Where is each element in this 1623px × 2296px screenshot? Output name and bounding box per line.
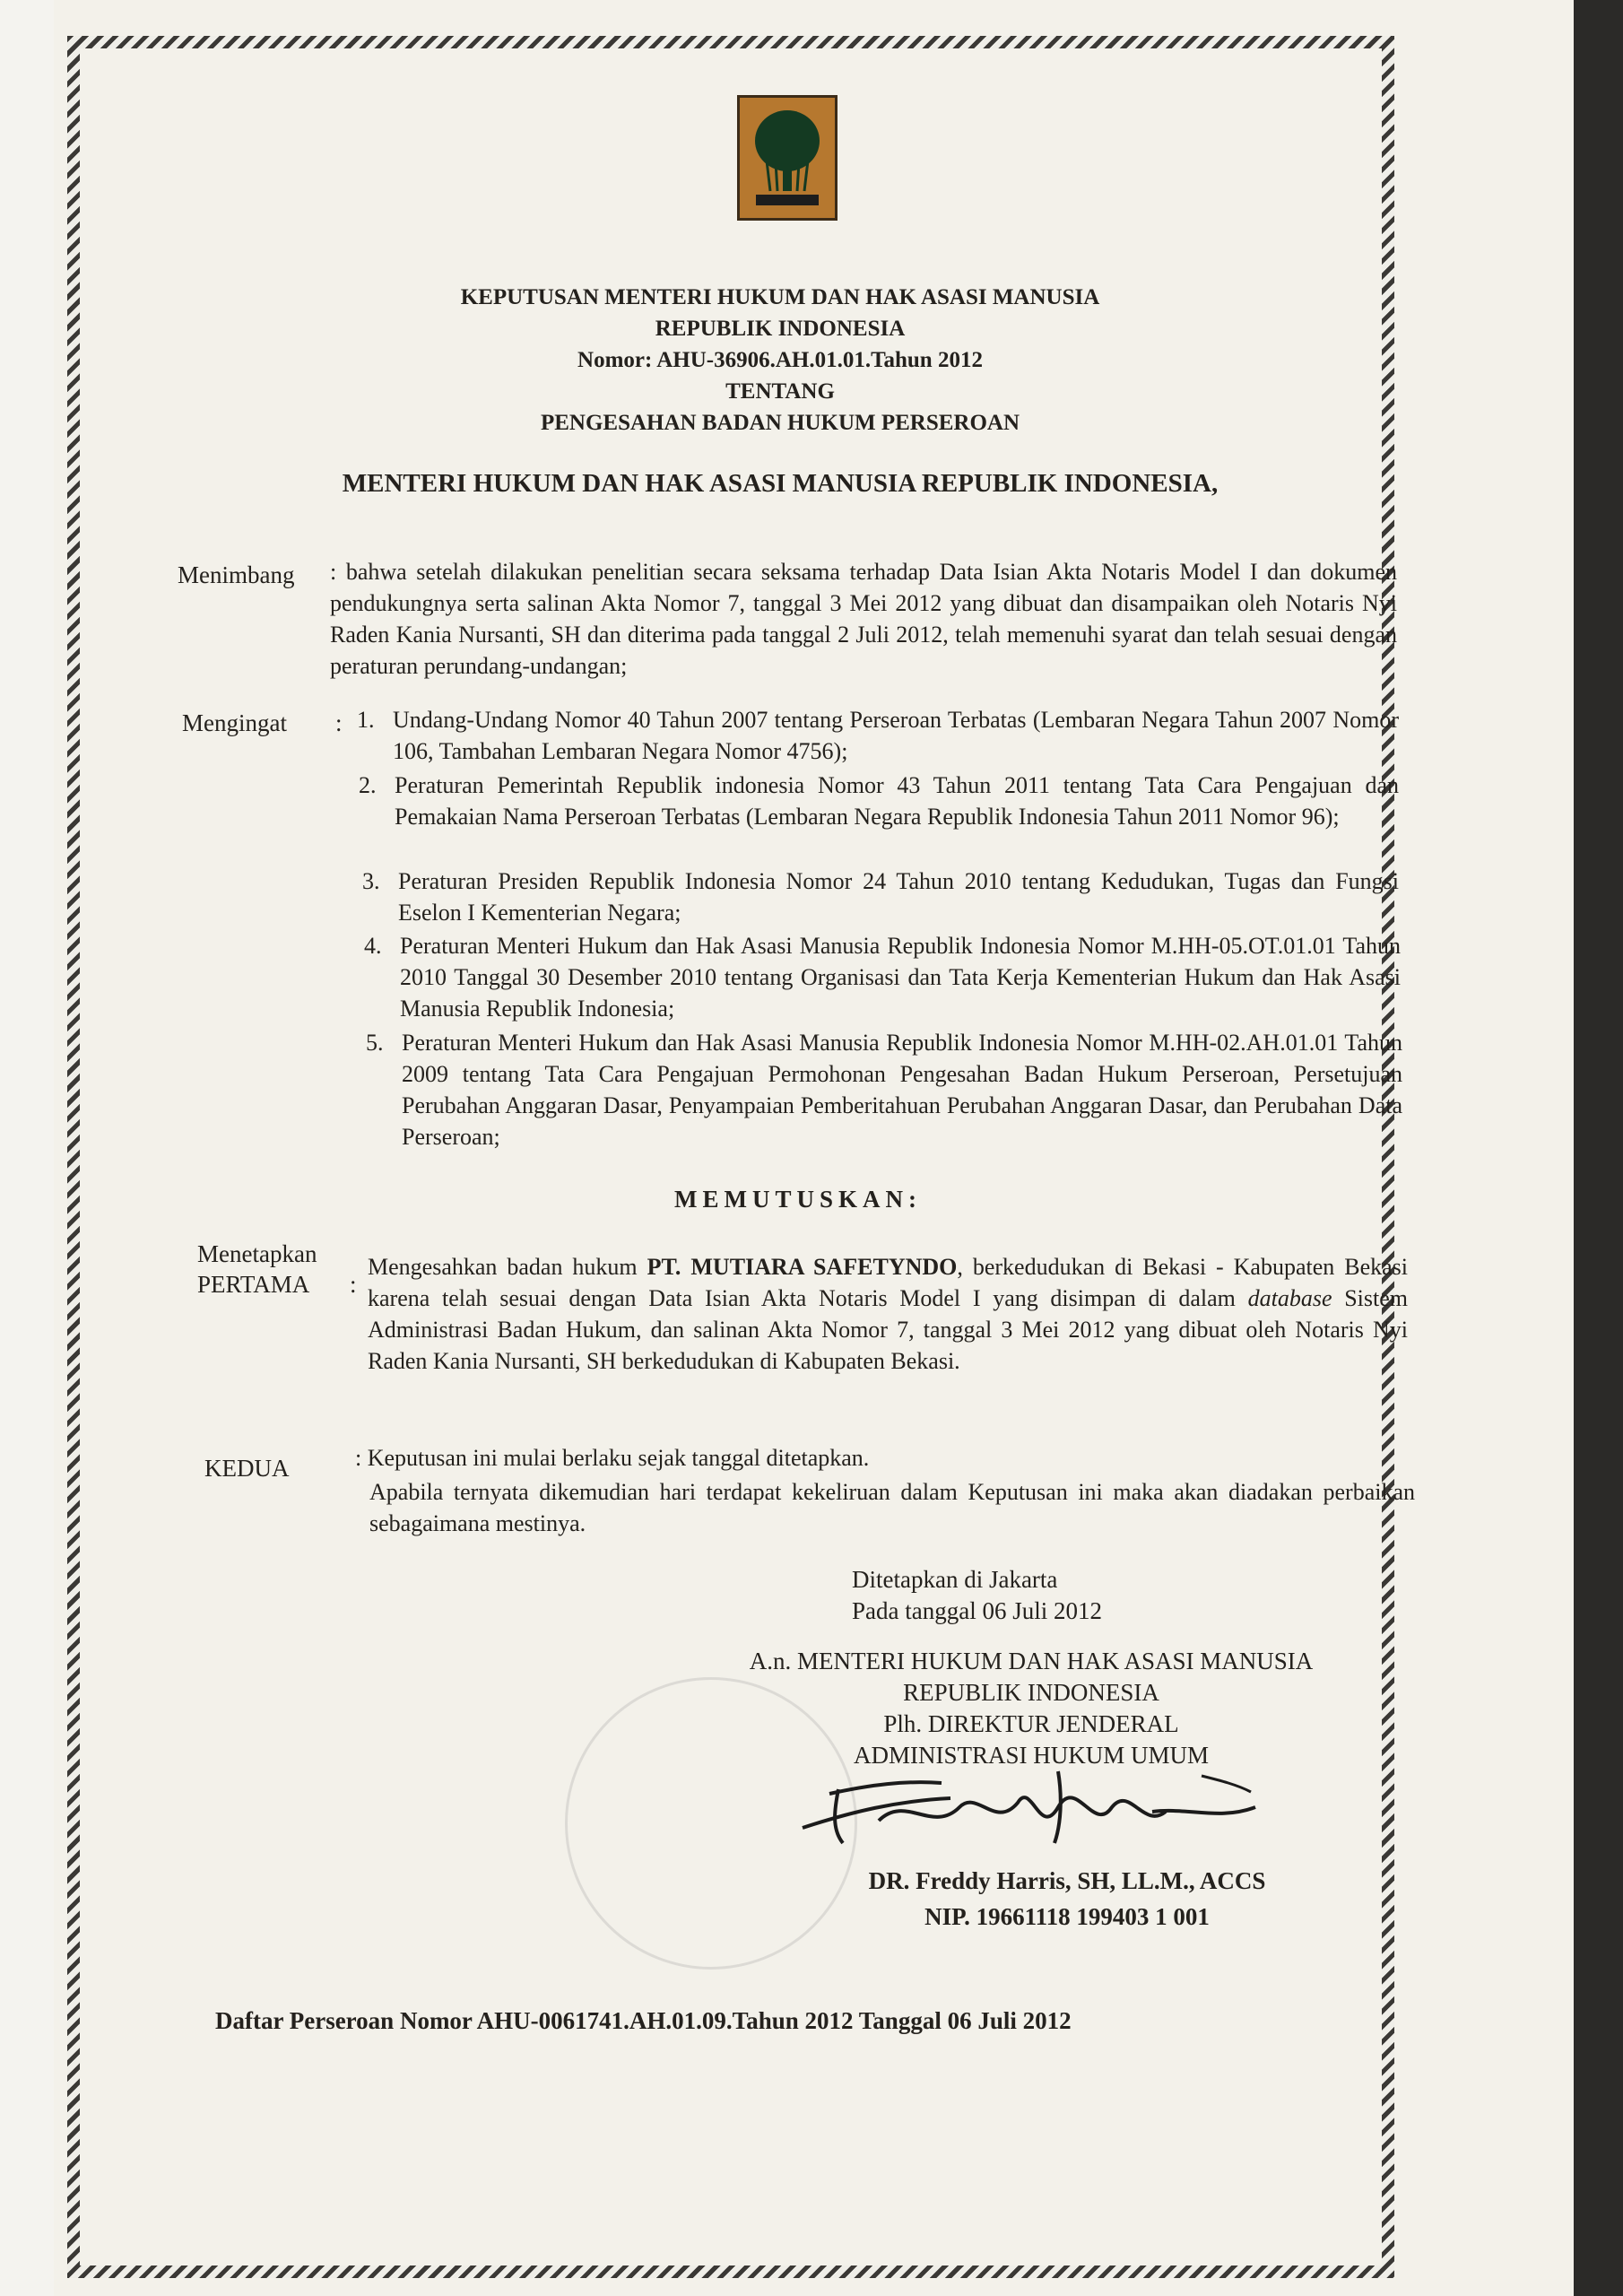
office-line-3: Plh. DIREKTUR JENDERAL xyxy=(883,1710,1179,1737)
item-number: 2. xyxy=(359,772,377,798)
mengingat-item xyxy=(359,770,1399,832)
item-number: 3. xyxy=(362,868,380,894)
pertama-text-part-b: , berkedudukan di Bekasi - Kabupaten Bekasi karena telah sesuai dengan Data Isian Akta Notaris Model I yang disimpan di dalam xyxy=(368,1254,1408,1311)
item-text: Peraturan Menteri Hukum dan Hak Asasi Manusia Republik Indonesia Nomor M.HH-05.OT.01.01 Tahun 2010 Tanggal 30 Desember 2010 tentang Organisasi dan Tata Kerja Kementerian Hukum dan Hak Asasi Manusia Republik Indonesia; xyxy=(400,933,1401,1022)
signatory-info xyxy=(789,1863,1345,1935)
handwritten-signature xyxy=(789,1758,1273,1857)
mengingat-item xyxy=(366,1027,1402,1152)
minister-heading: MENTERI HUKUM DAN HAK ASASI MANUSIA REPUBLIK INDONESIA, xyxy=(342,469,1219,498)
menetapkan-label: Menetapkan xyxy=(197,1240,317,1267)
item-text: Peraturan Presiden Republik Indonesia Nomor 24 Tahun 2010 tentang Kedudukan, Tugas dan Fungsi Eselon I Kementerian Negara; xyxy=(398,868,1399,926)
mengingat-colon: : xyxy=(335,709,343,736)
office-line-1: A.n. MENTERI HUKUM DAN HAK ASASI MANUSIA xyxy=(749,1648,1314,1674)
pertama-text-part-a: Mengesahkan badan hukum xyxy=(368,1254,647,1280)
menimbang-text: : bahwa setelah dilakukan penelitian secara seksama terhadap Data Isian Akta Notaris Model I dan dokumen pendukungnya serta salinan Akta Nomor 7, tanggal 3 Mei 2012 yang dibuat dan disampaikan oleh Notaris Nyi Raden Kania Nursanti, SH dan diterima pada tanggal 2 Juli 2012, telah memenuhi syarat dan telah sesuai dengan peraturan perundang-undangan; xyxy=(330,559,1397,679)
title-line-2: REPUBLIK INDONESIA xyxy=(655,317,906,341)
item-text: Peraturan Menteri Hukum dan Hak Asasi Manusia Republik Indonesia Nomor M.HH-02.AH.01.01 Tahun 2009 tentang Tata Cara Pengajuan Permohonan Pengesahan Badan Hukum Perseroan, Persetujuan Perubahan Anggaran Dasar, Penyampaian Pemberitahuan Perubahan Anggaran Dasar, dan Perubahan Data Perseroan; xyxy=(402,1030,1402,1150)
decree-number: Nomor: AHU-36906.AH.01.01.Tahun 2012 xyxy=(577,348,983,372)
signatory-nip: NIP. 19661118 199403 1 001 xyxy=(924,1903,1210,1930)
kedua-text-1: : Keputusan ini mulai berlaku sejak tanggal ditetapkan. xyxy=(355,1445,870,1471)
menimbang-label: Menimbang xyxy=(178,561,295,588)
government-emblem-logo xyxy=(737,95,838,221)
signatory-name: DR. Freddy Harris, SH, LL.M., ACCS xyxy=(868,1867,1266,1894)
memutuskan-heading: MEMUTUSKAN: xyxy=(674,1186,922,1213)
signing-office xyxy=(699,1646,1363,1771)
title-line-1: KEPUTUSAN MENTERI HUKUM DAN HAK ASASI MANUSIA xyxy=(460,285,1100,309)
pertama-text-part-c: Sistem Administrasi Badan Hukum, dan salinan Akta Nomor 7, tanggal 3 Mei 2012 yang dibuat oleh Notaris Nyi Raden Kania Nursanti, SH berkedudukan di Kabupaten Bekasi. xyxy=(368,1285,1408,1374)
title-line-tentang: TENTANG xyxy=(725,379,835,404)
mengingat-item xyxy=(357,704,1399,767)
signing-place: Ditetapkan di Jakarta xyxy=(852,1566,1058,1593)
decree-subject: PENGESAHAN BADAN HUKUM PERSEROAN xyxy=(540,411,1020,435)
item-text: Peraturan Pemerintah Republik indonesia Nomor 43 Tahun 2011 tentang Tata Cara Pengajuan dan Pemakaian Nama Perseroan Terbatas (Lembaran Negara Republik Indonesia Tahun 2011 Nomor 96); xyxy=(395,772,1399,830)
decree-title xyxy=(161,282,1399,439)
item-number: 4. xyxy=(364,933,382,959)
company-name: PT. MUTIARA SAFETYNDO xyxy=(647,1254,958,1280)
office-line-4: ADMINISTRASI HUKUM UMUM xyxy=(853,1742,1210,1769)
pertama-text xyxy=(368,1251,1408,1377)
pertama-label: PERTAMA xyxy=(197,1271,310,1298)
kedua-text-2: Apabila ternyata dikemudian hari terdapat kekeliruan dalam Keputusan ini maka akan diadakan perbaikan sebagaimana mestinya. xyxy=(369,1479,1415,1536)
kedua-label: KEDUA xyxy=(204,1455,290,1482)
company-registry-number: Daftar Perseroan Nomor AHU-0061741.AH.01.09.Tahun 2012 Tanggal 06 Juli 2012 xyxy=(215,2007,1072,2034)
signing-place-date xyxy=(852,1564,1157,1627)
item-number: 5. xyxy=(366,1030,384,1056)
mengingat-item xyxy=(364,930,1401,1024)
item-number: 1. xyxy=(357,707,375,733)
item-text: Undang-Undang Nomor 40 Tahun 2007 tentang Perseroan Terbatas (Lembaran Negara Tahun 2007 Nomor 106, Tambahan Lembaran Negara Nomor 4756); xyxy=(393,707,1399,764)
signing-date: Pada tanggal 06 Juli 2012 xyxy=(852,1597,1102,1624)
pertama-colon: : xyxy=(350,1271,357,1298)
office-line-2: REPUBLIK INDONESIA xyxy=(903,1679,1159,1706)
banyan-tree-icon xyxy=(740,98,835,218)
mengingat-label: Mengingat xyxy=(182,709,287,736)
scan-left-margin xyxy=(0,0,54,2296)
mengingat-item xyxy=(362,865,1399,928)
scan-right-margin xyxy=(1574,0,1623,2296)
database-term: database xyxy=(1247,1285,1332,1311)
